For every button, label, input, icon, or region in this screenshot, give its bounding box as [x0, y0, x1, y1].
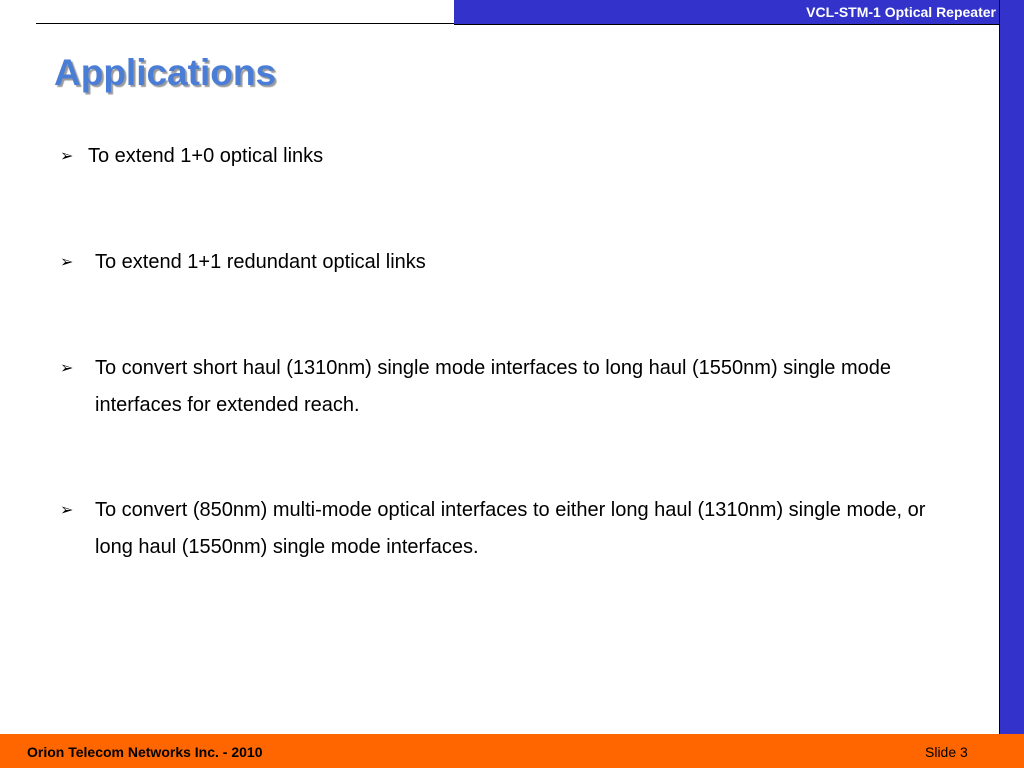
bullet-item [60, 492, 960, 566]
slide-number: Slide 3 [925, 744, 968, 760]
bullet-item [60, 244, 960, 281]
arrow-bullet-icon: ➢ [60, 502, 74, 519]
header-product-band [454, 0, 999, 25]
right-accent-bar [999, 0, 1024, 734]
bullet-item [60, 350, 960, 424]
arrow-bullet-icon: ➢ [60, 360, 74, 377]
header-divider-line [36, 23, 454, 24]
footer-company: Orion Telecom Networks Inc. - 2010 [27, 744, 263, 760]
arrow-bullet-icon: ➢ [60, 148, 74, 165]
bullet-text: To convert short haul (1310nm) single mode interfaces to long haul (1550nm) single mode interfaces for extended reach. [95, 357, 891, 416]
bullet-text: To convert (850nm) multi-mode optical interfaces to either long haul (1310nm) single mode, or long haul (1550nm) single mode interfaces. [95, 499, 926, 558]
bullet-text: To extend 1+0 optical links [88, 145, 324, 167]
bullet-item [60, 138, 960, 175]
arrow-bullet-icon: ➢ [60, 254, 74, 271]
header-product-title: VCL-STM-1 Optical Repeater [806, 4, 996, 20]
bullet-text: To extend 1+1 redundant optical links [95, 251, 426, 273]
slide-title: Applications [54, 52, 277, 93]
